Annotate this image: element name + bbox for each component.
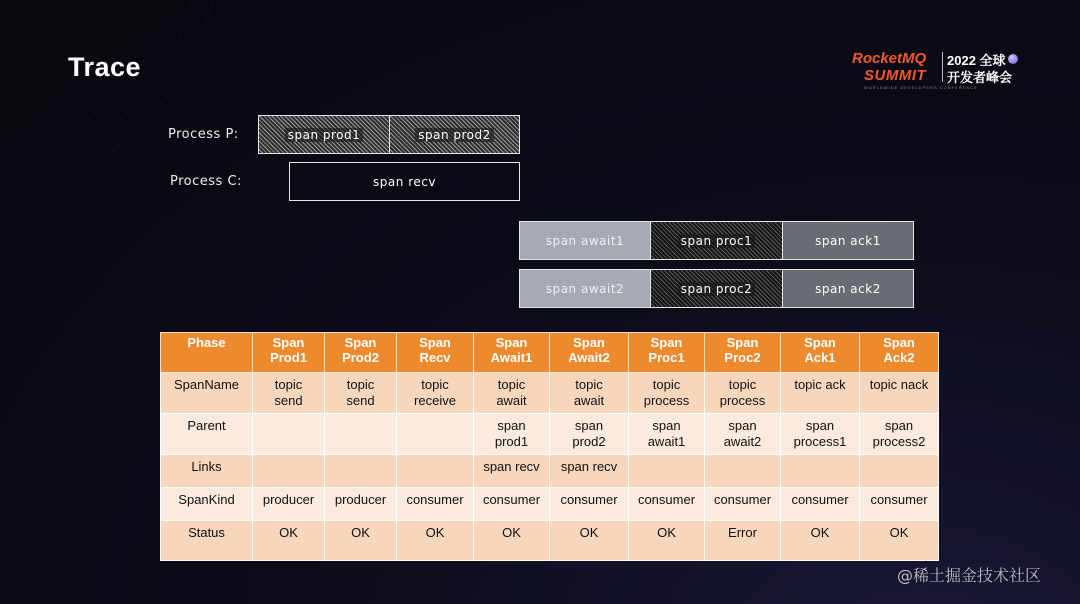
header-text: Span xyxy=(804,335,836,350)
logo-brand: RocketMQ xyxy=(852,50,927,67)
table-cell: span process1 xyxy=(781,414,860,455)
process-c-label: Process C: xyxy=(170,174,242,189)
table-row xyxy=(161,414,939,455)
table-cell: producer xyxy=(325,488,397,521)
header-span-await2 xyxy=(550,333,629,373)
table-cell: OK xyxy=(860,521,939,561)
table-cell: topic send xyxy=(325,373,397,414)
header-text: Phase xyxy=(187,335,226,350)
table-cell: span recv xyxy=(550,455,629,488)
table-row xyxy=(161,488,939,521)
table-cell: consumer xyxy=(397,488,474,521)
header-span-ack2 xyxy=(860,333,939,373)
header-text: Recv xyxy=(419,350,451,365)
table-cell: OK xyxy=(397,521,474,561)
table-cell: topic nack xyxy=(860,373,939,414)
table-cell xyxy=(253,455,325,488)
table-cell: consumer xyxy=(474,488,550,521)
logo-subtitle: WORLDWIDE DEVELOPERS CONFERENCE xyxy=(864,85,978,90)
header-span-recv xyxy=(397,333,474,373)
header-text: Span xyxy=(272,335,305,350)
header-text: Span xyxy=(573,335,605,350)
header-text: Span xyxy=(495,335,528,350)
span-prod2-label: span prod2 xyxy=(415,128,494,142)
span-await1-box xyxy=(519,221,651,260)
table-cell xyxy=(781,455,860,488)
table-cell: topic ack xyxy=(781,373,860,414)
span-ack2-box xyxy=(782,269,914,308)
table-cell xyxy=(397,455,474,488)
span-recv-box xyxy=(289,162,520,201)
header-text: Proc2 xyxy=(724,350,761,365)
table-cell xyxy=(397,414,474,455)
table-header-row xyxy=(161,333,939,373)
background-arcs xyxy=(0,0,300,220)
table-cell: topic await xyxy=(474,373,550,414)
slide-title: Trace xyxy=(68,52,142,82)
header-text: Await1 xyxy=(490,350,533,365)
table-cell: OK xyxy=(781,521,860,561)
table-row xyxy=(161,373,939,414)
rocketmq-summit-logo xyxy=(852,48,1032,94)
logo-conference: 开发者峰会 xyxy=(947,70,1013,85)
table-cell: consumer xyxy=(550,488,629,521)
table-cell: OK xyxy=(253,521,325,561)
span-proc1-box xyxy=(650,221,783,260)
table-cell xyxy=(253,414,325,455)
table-cell: consumer xyxy=(781,488,860,521)
table-cell: span recv xyxy=(474,455,550,488)
header-span-proc1 xyxy=(629,333,705,373)
span-ack1-box xyxy=(782,221,914,260)
planet-icon xyxy=(1008,54,1018,64)
table-cell: span await1 xyxy=(629,414,705,455)
logo-year: 2022 全球 xyxy=(947,53,1006,68)
header-text: Span xyxy=(726,335,759,350)
header-text: Prod2 xyxy=(342,350,379,365)
table-cell: OK xyxy=(629,521,705,561)
table-row xyxy=(161,521,939,561)
row-label-cell: Status xyxy=(161,521,253,561)
table-cell: OK xyxy=(325,521,397,561)
span-proc2-box xyxy=(650,269,783,308)
table-cell: topic process xyxy=(705,373,781,414)
logo-separator xyxy=(942,52,943,82)
span-recv-label: span recv xyxy=(373,174,436,189)
span-proc2-label: span proc2 xyxy=(678,282,756,296)
span-prod1-box xyxy=(258,115,390,154)
header-span-await1 xyxy=(474,333,550,373)
header-phase xyxy=(161,333,253,373)
span-await1-label: span await1 xyxy=(545,233,625,248)
header-text: Await2 xyxy=(568,350,610,365)
table-cell xyxy=(705,455,781,488)
table-row xyxy=(161,455,939,488)
table-cell: consumer xyxy=(705,488,781,521)
process-p-label: Process P: xyxy=(168,127,239,142)
table-cell: span prod2 xyxy=(550,414,629,455)
span-ack2-label: span ack2 xyxy=(815,281,881,296)
table-cell: topic process xyxy=(629,373,705,414)
span-prod1-label: span prod1 xyxy=(285,128,364,142)
row-label-cell: Links xyxy=(161,455,253,488)
logo-summit: SUMMIT xyxy=(864,67,927,84)
span-prod2-box xyxy=(389,115,520,154)
table-cell: consumer xyxy=(629,488,705,521)
table-cell: topic receive xyxy=(397,373,474,414)
table-cell xyxy=(325,455,397,488)
watermark: @稀土掘金技术社区 xyxy=(897,566,1042,585)
table-cell xyxy=(325,414,397,455)
header-text: Proc1 xyxy=(648,350,685,365)
span-proc1-label: span proc1 xyxy=(678,234,756,248)
span-await2-box xyxy=(519,269,651,308)
table-cell xyxy=(629,455,705,488)
header-span-prod2 xyxy=(325,333,397,373)
table-cell: OK xyxy=(474,521,550,561)
header-text: Span xyxy=(650,335,683,350)
table-cell: span await2 xyxy=(705,414,781,455)
header-span-ack1 xyxy=(781,333,860,373)
span-await2-label: span await2 xyxy=(545,281,625,296)
table-cell: span prod1 xyxy=(474,414,550,455)
span-ack1-label: span ack1 xyxy=(815,233,881,248)
header-span-proc2 xyxy=(705,333,781,373)
table-cell: Error xyxy=(705,521,781,561)
row-label-cell: Parent xyxy=(161,414,253,455)
header-text: Ack2 xyxy=(883,350,915,365)
table-cell: OK xyxy=(550,521,629,561)
row-label-cell: SpanKind xyxy=(161,488,253,521)
table-cell: topic await xyxy=(550,373,629,414)
header-text: Span xyxy=(883,335,915,350)
table-cell: topic send xyxy=(253,373,325,414)
table-cell: consumer xyxy=(860,488,939,521)
trace-span-table xyxy=(160,332,939,561)
table-cell: producer xyxy=(253,488,325,521)
table-cell: span process2 xyxy=(860,414,939,455)
header-text: Prod1 xyxy=(270,350,307,365)
table-cell xyxy=(860,455,939,488)
header-span-prod1 xyxy=(253,333,325,373)
header-text: Ack1 xyxy=(804,350,836,365)
row-label-cell: SpanName xyxy=(161,373,253,414)
header-text: Span xyxy=(344,335,377,350)
header-text: Span xyxy=(419,335,451,350)
